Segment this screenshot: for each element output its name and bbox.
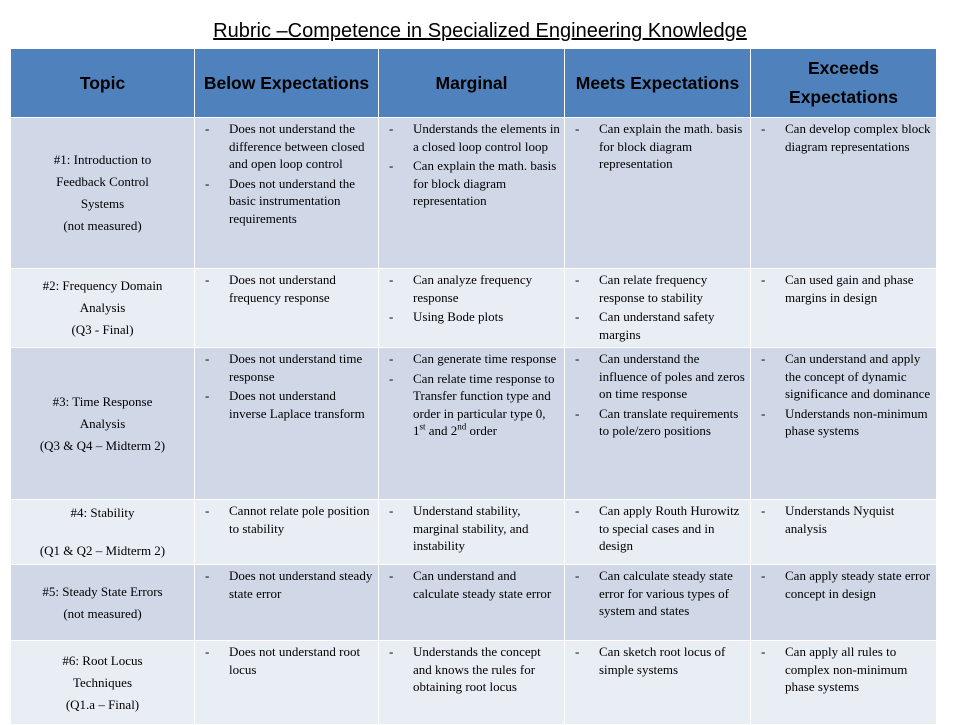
- criteria-list: [383, 120, 560, 210]
- list-item-text: Can analyze frequency response: [413, 272, 533, 305]
- list-item: [569, 120, 746, 173]
- criteria-list: [383, 271, 560, 326]
- list-item: [199, 502, 374, 537]
- list-item-text: Does not understand the basic instrumentation requirements: [229, 175, 356, 226]
- list-item: [569, 405, 746, 440]
- list-item-text: Can apply Routh Hurowitz to special cases and in design: [599, 503, 740, 553]
- meets-expectations-cell: [565, 348, 751, 500]
- topic-line: Analysis: [79, 415, 126, 431]
- list-item-text: Does not understand time response: [229, 351, 363, 384]
- page-title: Rubric –Competence in Specialized Engineering Knowledge: [213, 20, 747, 42]
- list-item-text: Can understand the influence of poles and zeros on time response: [599, 351, 745, 401]
- list-item-text: Can relate frequency response to stability: [599, 272, 708, 305]
- list-item-text: Understands Nyquist analysis: [785, 503, 895, 536]
- list-item: [383, 567, 560, 602]
- bullet-dash: -: [575, 351, 580, 366]
- bullet-dash: -: [761, 568, 766, 583]
- topic-line: Feedback Control: [56, 174, 149, 189]
- list-item-text: Does not understand steady state error: [229, 568, 373, 601]
- criteria-list: [755, 567, 932, 602]
- marginal-cell: [379, 118, 565, 269]
- bullet-dash: -: [761, 644, 766, 659]
- topic-line: #5: Steady State Errors: [42, 583, 163, 599]
- list-item-text: Can explain the math. basis for block diagram representation: [413, 158, 557, 208]
- list-item-text: Can relate time response to Transfer function type and order in particular type 0, 1st and 2nd order: [413, 370, 555, 438]
- list-item: [383, 120, 560, 155]
- bullet-dash: -: [389, 309, 394, 324]
- topic-line: (Q1 & Q2 – Midterm 2): [39, 543, 166, 558]
- criteria-list: [199, 643, 374, 678]
- topic-line: #3: Time Response: [52, 393, 153, 409]
- list-item-text: Can develop complex block diagram representations: [785, 121, 931, 154]
- list-item-text: Does not understand root locus: [229, 644, 361, 677]
- list-item-text: Can used gain and phase margins in design: [785, 272, 914, 305]
- bullet-dash: -: [389, 568, 394, 583]
- bullet-dash: -: [575, 121, 580, 136]
- bullet-dash: -: [761, 121, 766, 136]
- criteria-list: [199, 350, 374, 422]
- rubric-table: [10, 48, 937, 725]
- topic-line: #6: Root Locus: [62, 652, 143, 668]
- topic-line: Analysis: [79, 300, 126, 315]
- list-item: [569, 643, 746, 678]
- criteria-list: [755, 271, 932, 306]
- list-item: [199, 350, 374, 385]
- topic-line: #2: Frequency Domain: [42, 278, 163, 293]
- criteria-list: [199, 567, 374, 602]
- table-row: [11, 565, 937, 641]
- list-item: [383, 370, 560, 440]
- bullet-dash: -: [389, 370, 394, 386]
- header-row: [11, 49, 937, 118]
- bullet-dash: -: [205, 121, 210, 136]
- list-item-text: Can apply all rules to complex non-minimum phase systems: [785, 644, 908, 694]
- list-item: [199, 567, 374, 602]
- criteria-list: [383, 567, 560, 602]
- criteria-list: [755, 120, 932, 155]
- criteria-list: [569, 271, 746, 343]
- list-item-text: Can calculate steady state error for various types of system and states: [599, 568, 733, 618]
- table-row: [11, 269, 937, 348]
- list-item-text: Understands the elements in a closed loop control loop: [413, 121, 560, 154]
- topic-line: (not measured): [63, 605, 142, 621]
- criteria-list: [199, 120, 374, 227]
- list-item-text: Cannot relate pole position to stability: [229, 503, 370, 536]
- list-item: [569, 308, 746, 343]
- topic-line: (not measured): [63, 218, 142, 233]
- list-item: [383, 308, 560, 326]
- bullet-dash: -: [389, 158, 394, 173]
- meets-expectations-cell: [565, 500, 751, 565]
- list-item: [199, 271, 374, 306]
- topic-cell: [11, 269, 195, 348]
- list-item-text: Does not understand inverse Laplace transform: [229, 388, 365, 421]
- header-meets-expectations: Meets Expectations: [565, 49, 751, 118]
- list-item-text: Can explain the math. basis for block diagram representation: [599, 121, 743, 171]
- bullet-dash: -: [389, 272, 394, 287]
- criteria-list: [569, 567, 746, 620]
- bullet-dash: -: [761, 351, 766, 366]
- list-item: [755, 567, 932, 602]
- topic-line: (Q3 - Final): [71, 322, 134, 337]
- meets-expectations-cell: [565, 269, 751, 348]
- table-row: [11, 641, 937, 725]
- bullet-dash: -: [575, 568, 580, 583]
- below-expectations-cell: [195, 269, 379, 348]
- topic-cell: [11, 641, 195, 725]
- bullet-dash: -: [205, 503, 210, 518]
- criteria-list: [569, 502, 746, 555]
- list-item-text: Can generate time response: [413, 351, 557, 366]
- list-item-text: Understands the concept and knows the rules for obtaining root locus: [413, 644, 541, 694]
- meets-expectations-cell: [565, 118, 751, 269]
- marginal-cell: [379, 269, 565, 348]
- criteria-list: [755, 350, 932, 440]
- bullet-dash: -: [575, 644, 580, 659]
- list-item-text: Can apply steady state error concept in design: [785, 568, 931, 601]
- exceeds-expectations-cell: [751, 565, 937, 641]
- table-row: [11, 118, 937, 269]
- bullet-dash: -: [575, 272, 580, 287]
- list-item-text: Can translate requirements to pole/zero positions: [599, 405, 739, 438]
- topic-cell: [11, 565, 195, 641]
- header-exceeds-expectations: Exceeds Expectations: [751, 49, 937, 118]
- below-expectations-cell: [195, 118, 379, 269]
- list-item: [199, 643, 374, 678]
- criteria-list: [383, 502, 560, 555]
- list-item: [755, 350, 932, 403]
- bullet-dash: -: [389, 121, 394, 136]
- list-item: [755, 271, 932, 306]
- list-item: [383, 157, 560, 210]
- list-item-text: Understands non-minimum phase systems: [785, 405, 928, 438]
- marginal-cell: [379, 565, 565, 641]
- list-item-text: Can understand and apply the concept of dynamic significance and dominance: [785, 351, 931, 401]
- bullet-dash: -: [389, 644, 394, 659]
- below-expectations-cell: [195, 565, 379, 641]
- criteria-list: [755, 502, 932, 537]
- meets-expectations-cell: [565, 641, 751, 725]
- header-below-expectations: Below Expectations: [195, 49, 379, 118]
- list-item: [755, 405, 932, 440]
- bullet-dash: -: [205, 272, 210, 287]
- criteria-list: [383, 643, 560, 696]
- list-item: [755, 502, 932, 537]
- exceeds-expectations-cell: [751, 118, 937, 269]
- bullet-dash: -: [205, 175, 210, 191]
- list-item-text: Does not understand frequency response: [229, 272, 336, 305]
- bullet-dash: -: [575, 503, 580, 518]
- list-item: [383, 350, 560, 368]
- topic-line: Systems: [80, 196, 125, 211]
- marginal-cell: [379, 500, 565, 565]
- topic-line: Techniques: [72, 674, 132, 690]
- topic-cell: [11, 118, 195, 269]
- list-item: [383, 271, 560, 306]
- table-row: [11, 500, 937, 565]
- list-item-text: Using Bode plots: [413, 309, 504, 324]
- topic-cell: [11, 348, 195, 500]
- topic-cell: [11, 500, 195, 565]
- list-item: [383, 643, 560, 696]
- list-item: [569, 271, 746, 306]
- topic-line: #1: Introduction to: [53, 152, 152, 167]
- bullet-dash: -: [575, 405, 580, 421]
- criteria-list: [569, 120, 746, 173]
- exceeds-expectations-cell: [751, 269, 937, 348]
- list-item: [199, 387, 374, 422]
- bullet-dash: -: [761, 272, 766, 287]
- bullet-dash: -: [205, 351, 210, 366]
- marginal-cell: [379, 641, 565, 725]
- list-item-text: Can sketch root locus of simple systems: [599, 644, 726, 677]
- exceeds-expectations-cell: [751, 348, 937, 500]
- criteria-list: [569, 350, 746, 440]
- list-item: [199, 175, 374, 228]
- criteria-list: [199, 271, 374, 306]
- meets-expectations-cell: [565, 565, 751, 641]
- list-item-text: Can understand and calculate steady state error: [413, 568, 552, 601]
- bullet-dash: -: [205, 644, 210, 659]
- list-item: [199, 120, 374, 173]
- header-marginal: Marginal: [379, 49, 565, 118]
- topic-line: (Q1.a – Final): [65, 696, 140, 712]
- criteria-list: [755, 643, 932, 696]
- list-item: [755, 643, 932, 696]
- list-item-text: Understand stability, marginal stability, and instability: [413, 503, 529, 553]
- exceeds-expectations-cell: [751, 500, 937, 565]
- below-expectations-cell: [195, 641, 379, 725]
- list-item: [383, 502, 560, 555]
- marginal-cell: [379, 348, 565, 500]
- table-row: [11, 348, 937, 500]
- bullet-dash: -: [205, 388, 210, 403]
- criteria-list: [383, 350, 560, 440]
- bullet-dash: -: [761, 405, 766, 421]
- bullet-dash: -: [205, 568, 210, 583]
- bullet-dash: -: [575, 309, 580, 324]
- list-item-text: Can understand safety margins: [599, 309, 715, 342]
- header-topic: Topic: [11, 49, 195, 118]
- bullet-dash: -: [761, 503, 766, 518]
- list-item: [569, 350, 746, 403]
- criteria-list: [569, 643, 746, 678]
- list-item: [569, 502, 746, 555]
- bullet-dash: -: [389, 503, 394, 518]
- topic-line: #4: Stability: [70, 505, 135, 520]
- topic-line: (Q3 & Q4 – Midterm 2): [39, 437, 166, 453]
- bullet-dash: -: [389, 351, 394, 366]
- list-item-text: Does not understand the difference between closed and open loop control: [229, 121, 365, 171]
- below-expectations-cell: [195, 500, 379, 565]
- list-item: [569, 567, 746, 620]
- list-item: [755, 120, 932, 155]
- exceeds-expectations-cell: [751, 641, 937, 725]
- criteria-list: [199, 502, 374, 537]
- below-expectations-cell: [195, 348, 379, 500]
